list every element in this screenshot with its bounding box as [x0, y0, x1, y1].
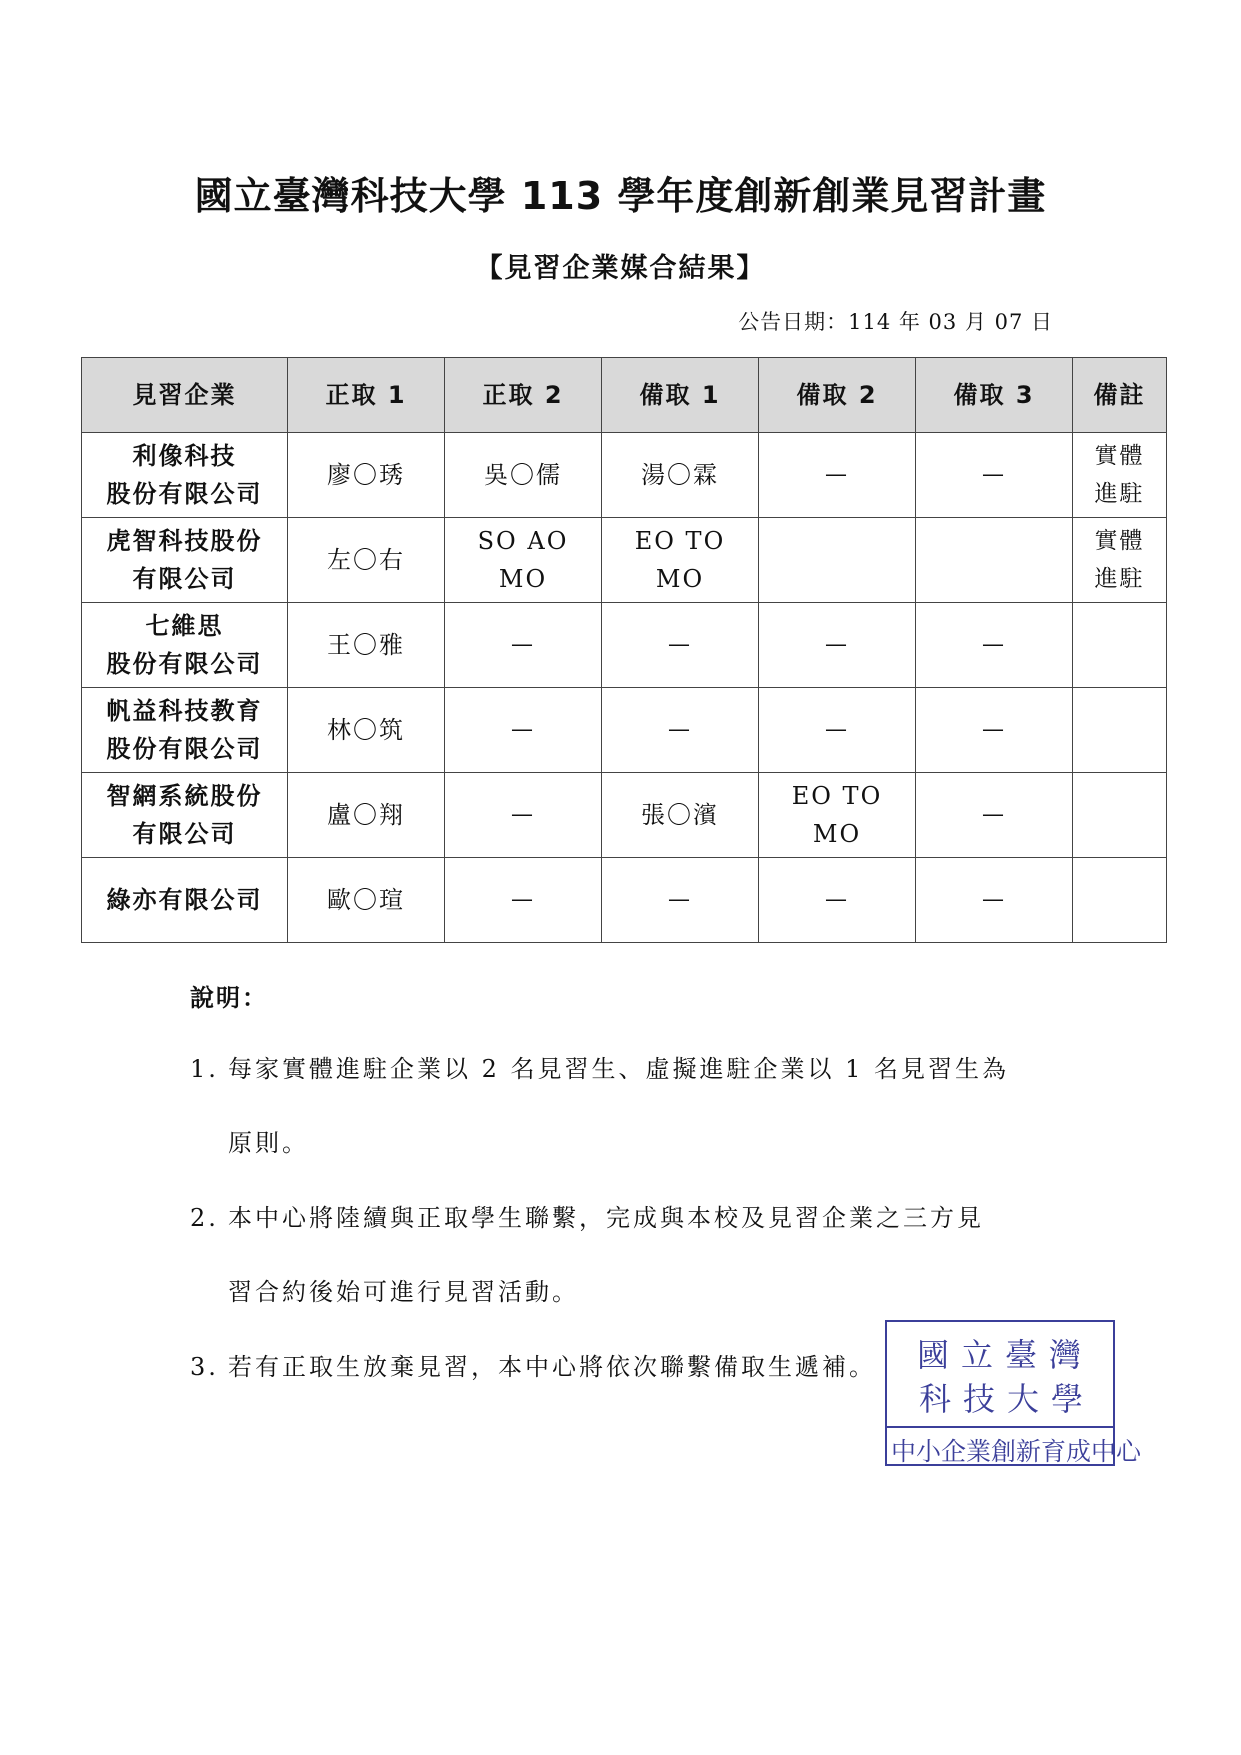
official-seal-stamp: [885, 1320, 1142, 1466]
table-row: [82, 518, 1167, 603]
header-backup-2: 備取 2: [759, 358, 916, 433]
company-cell: 七維思 股份有限公司: [82, 603, 288, 688]
backup-1-cell: —: [602, 603, 759, 688]
company-cell: 利像科技 股份有限公司: [82, 433, 288, 518]
document-subtitle: 【見習企業媒合結果】: [475, 253, 766, 284]
primary-1-cell: 盧〇翔: [288, 773, 445, 858]
primary-2-cell: —: [445, 688, 602, 773]
seal-text-line-3: 中小企業創新育成中心: [891, 1437, 1142, 1466]
table-row: [82, 858, 1167, 943]
document-title: 國立臺灣科技大學 113 學年度創新創業見習計畫: [194, 174, 1047, 218]
backup-1-cell: 湯〇霖: [602, 433, 759, 518]
seal-text-line-2: 科技大學: [919, 1380, 1096, 1418]
note-number: 1.: [190, 1055, 219, 1083]
primary-2-cell: —: [445, 858, 602, 943]
header-backup-1: 備取 1: [602, 358, 759, 433]
backup-2-cell: —: [759, 688, 916, 773]
header-primary-1: 正取 1: [288, 358, 445, 433]
note-text-continued: 習合約後始可進行見習活動。: [228, 1278, 579, 1306]
remarks-cell: 實體 進駐: [1073, 518, 1167, 603]
primary-2-cell: —: [445, 603, 602, 688]
note-text: 每家實體進駐企業以 2 名見習生、虛擬進駐企業以 1 名見習生為: [228, 1055, 1010, 1083]
backup-1-cell: EO TO MO: [602, 518, 759, 603]
table-row: [82, 688, 1167, 773]
remarks-cell: [1073, 688, 1167, 773]
note-text-continued: 原則。: [228, 1129, 309, 1157]
backup-3-cell: —: [916, 603, 1073, 688]
table-row: [82, 433, 1167, 518]
company-cell: 虎智科技股份 有限公司: [82, 518, 288, 603]
remarks-cell: 實體 進駐: [1073, 433, 1167, 518]
note-text: 若有正取生放棄見習，本中心將依次聯繫備取生遞補。: [228, 1353, 876, 1381]
backup-2-cell: —: [759, 603, 916, 688]
backup-2-cell: —: [759, 433, 916, 518]
table-row: [82, 603, 1167, 688]
note-text: 本中心將陸續與正取學生聯繫，完成與本校及見習企業之三方見: [228, 1204, 984, 1232]
backup-2-cell: —: [759, 858, 916, 943]
backup-3-cell: —: [916, 688, 1073, 773]
seal-text-line-1: 國立臺灣: [917, 1336, 1094, 1374]
backup-3-cell: —: [916, 858, 1073, 943]
primary-2-cell: —: [445, 773, 602, 858]
primary-1-cell: 左〇右: [288, 518, 445, 603]
primary-2-cell: SO AO MO: [445, 518, 602, 603]
notes-heading: 說明：: [190, 984, 268, 1012]
primary-1-cell: 林〇筑: [288, 688, 445, 773]
backup-1-cell: —: [602, 688, 759, 773]
backup-3-cell: [916, 518, 1073, 603]
announcement-date: 公告日期：114 年 03 月 07 日: [738, 310, 1053, 334]
backup-1-cell: 張〇濱: [602, 773, 759, 858]
table-row: [82, 773, 1167, 858]
backup-3-cell: —: [916, 433, 1073, 518]
header-primary-2: 正取 2: [445, 358, 602, 433]
primary-1-cell: 歐〇瑄: [288, 858, 445, 943]
company-cell: 智網系統股份 有限公司: [82, 773, 288, 858]
header-remarks: 備註: [1073, 358, 1167, 433]
note-item-2: [190, 1181, 1070, 1329]
note-number: 2.: [190, 1204, 219, 1232]
note-number: 3.: [190, 1353, 219, 1381]
backup-1-cell: —: [602, 858, 759, 943]
backup-2-cell: [759, 518, 916, 603]
company-cell: 帆益科技教育 股份有限公司: [82, 688, 288, 773]
primary-1-cell: 廖〇琇: [288, 433, 445, 518]
remarks-cell: [1073, 603, 1167, 688]
remarks-cell: [1073, 773, 1167, 858]
header-company: 見習企業: [82, 358, 288, 433]
header-backup-3: 備取 3: [916, 358, 1073, 433]
backup-2-cell: EO TO MO: [759, 773, 916, 858]
remarks-cell: [1073, 858, 1167, 943]
table-header-row: [82, 358, 1167, 433]
note-item-1: [190, 1032, 1070, 1180]
primary-2-cell: 吳〇儒: [445, 433, 602, 518]
backup-3-cell: —: [916, 773, 1073, 858]
primary-1-cell: 王〇雅: [288, 603, 445, 688]
matching-results-table: [81, 357, 1167, 943]
company-cell: 綠亦有限公司: [82, 858, 288, 943]
